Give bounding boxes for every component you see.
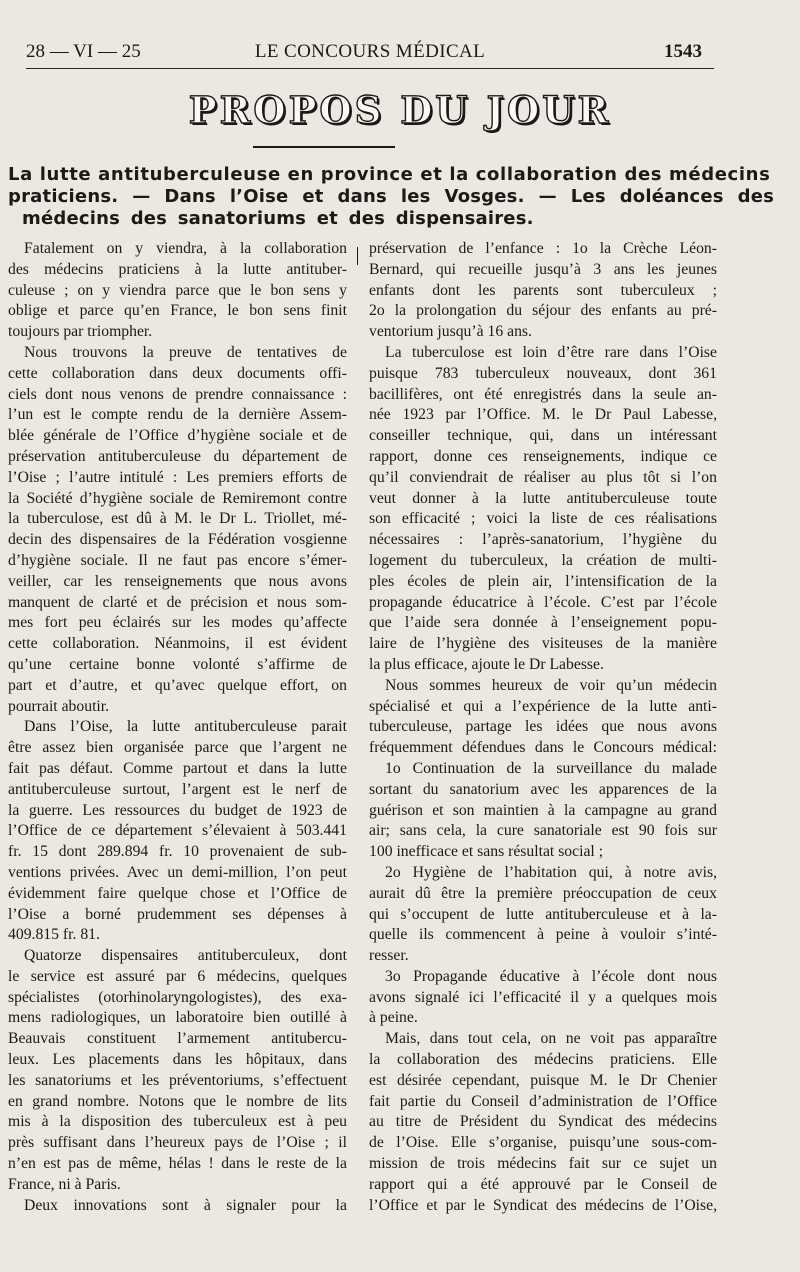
text-line: fr. 15 dont 289.894 fr. 10 provenaient de sub- <box>8 843 347 861</box>
text-line: spécialistes (otorhinolaryngologistes), des exa- <box>8 988 347 1006</box>
text-line: avons signalé ici l’efficacité il y a quelques mois <box>369 988 717 1006</box>
text-line: quelle ils commencent à peine à vouloir s’inté- <box>369 926 717 944</box>
text-line: 3o Propagande éducative à l’école dont nous <box>385 967 717 985</box>
header-date: 28 — VI — 25 <box>26 41 141 62</box>
text-line: 2o la prolongation du séjour des enfants au pré- <box>369 302 717 320</box>
text-line: tuberculeuse, partage les idées que nous avons <box>369 718 717 736</box>
text-line: l’Office de ce département s’élevaient à 503.441 <box>8 822 347 840</box>
text-line: Nous sommes heureux de voir qu’un médecin <box>385 676 717 694</box>
header-journal-name: LE CONCOURS MÉDICAL <box>254 41 486 62</box>
text-line: de l’Oise. Elle s’organise, puisqu’une sous-com- <box>369 1134 717 1152</box>
text-line: la Société d’hygiène sociale de Remiremont contre <box>8 489 347 507</box>
text-line: enfants dont les parents sont tuberculeux ; <box>369 281 717 299</box>
text-line: conseiller technique, qui, dans un intéressant <box>369 427 717 445</box>
text-line: Quatorze dispensaires antituberculeux, dont <box>24 947 347 965</box>
text-line: pourrait aboutir. <box>8 697 110 715</box>
text-line: fréquemment défendues dans le Concours médical: <box>369 739 717 757</box>
text-line: n’en est pas de même, hélas ! dans le reste de la <box>8 1155 347 1173</box>
title-line: praticiens. — Dans l’Oise et dans les Vosges. — Les doléances des <box>8 186 775 207</box>
text-line: l’Office et par le Syndicat des médecins de l’Oise, <box>369 1196 717 1214</box>
text-line: la tuberculose, est dû à M. le Dr L. Triollet, mé- <box>8 510 347 528</box>
text-line: laire de l’hygiène des visiteuses de la manière <box>369 635 717 653</box>
running-header <box>26 38 714 69</box>
text-line: 1o Continuation de la surveillance du malade <box>385 759 717 777</box>
text-line: spécialisé et qui a l’expérience de la lutte anti- <box>369 697 717 715</box>
text-line: part et d’autre, et qu’avec quelque effort, on <box>8 676 347 694</box>
text-line: fait partie du Conseil d’administration de l’Office <box>369 1092 717 1110</box>
text-line: la collaboration des médecins praticiens. Elle <box>369 1051 717 1069</box>
text-line: qu’il conviendrait de réaliser au plus tôt si l’on <box>369 468 717 486</box>
article-title <box>8 164 775 230</box>
text-line: cette collaboration dans deux documents offi- <box>8 364 347 382</box>
title-line: médecins des sanatoriums et des dispensaires. <box>22 208 534 229</box>
text-line: en grand nombre. Notons que le nombre de lits <box>8 1092 347 1110</box>
text-line: son efficacité ; voici la liste de ces réalisations <box>369 510 717 528</box>
text-line: blée générale de l’Office d’hygiène sociale et de <box>8 427 347 445</box>
column-divider <box>357 247 358 265</box>
text-line: culeuse ; on y viendra parce que le bon sens y <box>8 281 347 299</box>
text-line: sortant du sanatorium avec les apparences de la <box>369 780 717 798</box>
text-line: Mais, dans tout cela, on ne voit pas apparaître <box>385 1030 717 1048</box>
text-line: mis à la disposition des tuberculeux est à peu <box>8 1113 347 1131</box>
text-line: que l’aide sera donnée à l’enseignement popu- <box>369 614 717 632</box>
text-line: évidemment faire quelque chose et l’Office de <box>8 884 347 902</box>
text-line: la plus efficace, ajoute le Dr Labesse. <box>369 655 604 673</box>
text-line: être assez bien organisée parce que l’argent ne <box>8 739 347 757</box>
text-line: nécessaires : l’après-sanatorium, l’hygiène du <box>369 531 717 549</box>
text-line: qu’une certaine bonne volonté s’affirme de <box>8 655 347 673</box>
text-line: préservation antituberculeuse du département de <box>8 447 347 465</box>
rubric-underline <box>253 146 395 148</box>
text-line: 409.815 fr. 81. <box>8 926 100 944</box>
text-line: la guerre. Les ressources du budget de 1923 de <box>8 801 347 819</box>
text-line: decin des dispensaires de la Fédération vosgienne <box>8 531 347 549</box>
text-line: Beauvais constituent l’armement antitubercu- <box>8 1030 347 1048</box>
text-line: veiller, car les renseignements que nous avons <box>8 572 347 590</box>
text-line: manquent de clarté et de précision et nous som- <box>8 593 347 611</box>
text-line: 100 inefficace et sans résultat social ; <box>369 843 604 861</box>
text-line: est désirée cependant, puisque M. le Dr Chenier <box>369 1071 717 1089</box>
right-text-column <box>369 239 717 1249</box>
text-line: ventorium jusqu’à 16 ans. <box>369 323 532 341</box>
text-line: ciels dont nous venons de prendre connaissance : <box>8 385 347 403</box>
text-line: mes fort peu éclairés sur les modes qu’affecte <box>8 614 347 632</box>
text-line: rapport qui a été approuvé par le Conseil de <box>369 1175 717 1193</box>
text-line: d’hygiène sociale. Il ne faut pas encore s’émer- <box>8 551 347 569</box>
text-line: France, ni à Paris. <box>8 1175 121 1193</box>
text-line: Bernard, qui recueille jusqu’à 3 ans les jeunes <box>369 260 717 278</box>
text-line: au titre de Président du Syndicat des médecins <box>369 1113 717 1131</box>
text-line: ventions privées. Avec un demi-million, l’on peut <box>8 863 347 881</box>
text-line: logement du tuberculeux, la création de multi- <box>369 551 717 569</box>
text-line: Deux innovations sont à signaler pour la <box>24 1196 347 1214</box>
text-line: guérison et son maintien à la campagne au grand <box>369 801 717 819</box>
text-line: aurait dû être la première préoccupation de ceux <box>369 884 717 902</box>
text-line: bacillifères, ont été enregistrés dans la seule an- <box>369 385 717 403</box>
title-line: La lutte antituberculeuse en province et la collaboration des médecins <box>8 164 771 185</box>
text-line: près suffisant dans l’heureux pays de l’Oise ; il <box>8 1134 347 1152</box>
text-line: les sanatoriums et les préventoriums, s’effectuent <box>8 1071 347 1089</box>
header-page-number: 1543 <box>664 41 702 62</box>
text-line: à peine. <box>369 1009 418 1027</box>
text-line: Dans l’Oise, la lutte antituberculeuse parait <box>24 718 347 736</box>
text-line: préservation de l’enfance : 1o la Crèche Léon- <box>369 240 717 257</box>
text-line: l’Oise a borné prudemment ses dépenses à <box>8 905 347 923</box>
text-line: propagande éducatrice à l’école. C’est par l’école <box>369 593 717 611</box>
text-line: resser. <box>369 947 409 965</box>
text-line: 2o Hygiène de l’habitation qui, à notre avis, <box>385 863 717 881</box>
text-line: l’Oise ; l’autre intitulé : Les premiers efforts de <box>8 468 347 486</box>
text-line: oblige et parce qu’en France, le bon sens finit <box>8 302 347 320</box>
text-line: air; sans cela, la cure sanatoriale est 90 fois sur <box>369 822 717 840</box>
text-line: veut donner à la lutte antituberculeuse toute <box>369 489 717 507</box>
text-line: La tuberculose est loin d’être rare dans l’Oise <box>385 343 717 361</box>
text-line: mission de trois médecins fait sur ce sujet un <box>369 1155 717 1173</box>
left-text-column <box>8 239 347 1249</box>
text-line: toujours par triompher. <box>8 323 153 341</box>
text-line: Nous trouvons la preuve de tentatives de <box>24 343 347 361</box>
text-line: née 1923 par l’Office. M. le Dr Paul Labesse, <box>369 406 717 424</box>
text-line: puisque 783 tuberculeux nouveaux, dont 361 <box>369 364 717 382</box>
text-line: rapport, donne ces renseignements, indique ce <box>369 447 717 465</box>
text-line: Fatalement on y viendra, à la collaboration <box>24 240 347 257</box>
text-line: des médecins praticiens à la lutte antituber- <box>8 260 347 278</box>
text-line: mens radiologiques, un laboratoire bien outillé à <box>8 1009 347 1027</box>
rubric-heading: PROPOS DU JOUR <box>188 88 612 132</box>
text-line: leux. Les placements dans les hôpitaux, dans <box>8 1051 347 1069</box>
text-line: le service est assuré par 6 médecins, quelques <box>8 967 347 985</box>
text-line: antituberculeuse surtout, l’argent est le nerf de <box>8 780 347 798</box>
text-line: ples écoles de plein air, l’intensification de la <box>369 572 717 590</box>
text-line: cette collaboration. Néanmoins, il est évident <box>8 635 347 653</box>
text-line: fait pas défaut. Comme partout et dans la lutte <box>8 759 347 777</box>
text-line: qui s’occupent de lutte antituberculeuse et à la- <box>369 905 717 923</box>
text-line: l’un est le compte rendu de la dernière Assem- <box>8 406 347 424</box>
